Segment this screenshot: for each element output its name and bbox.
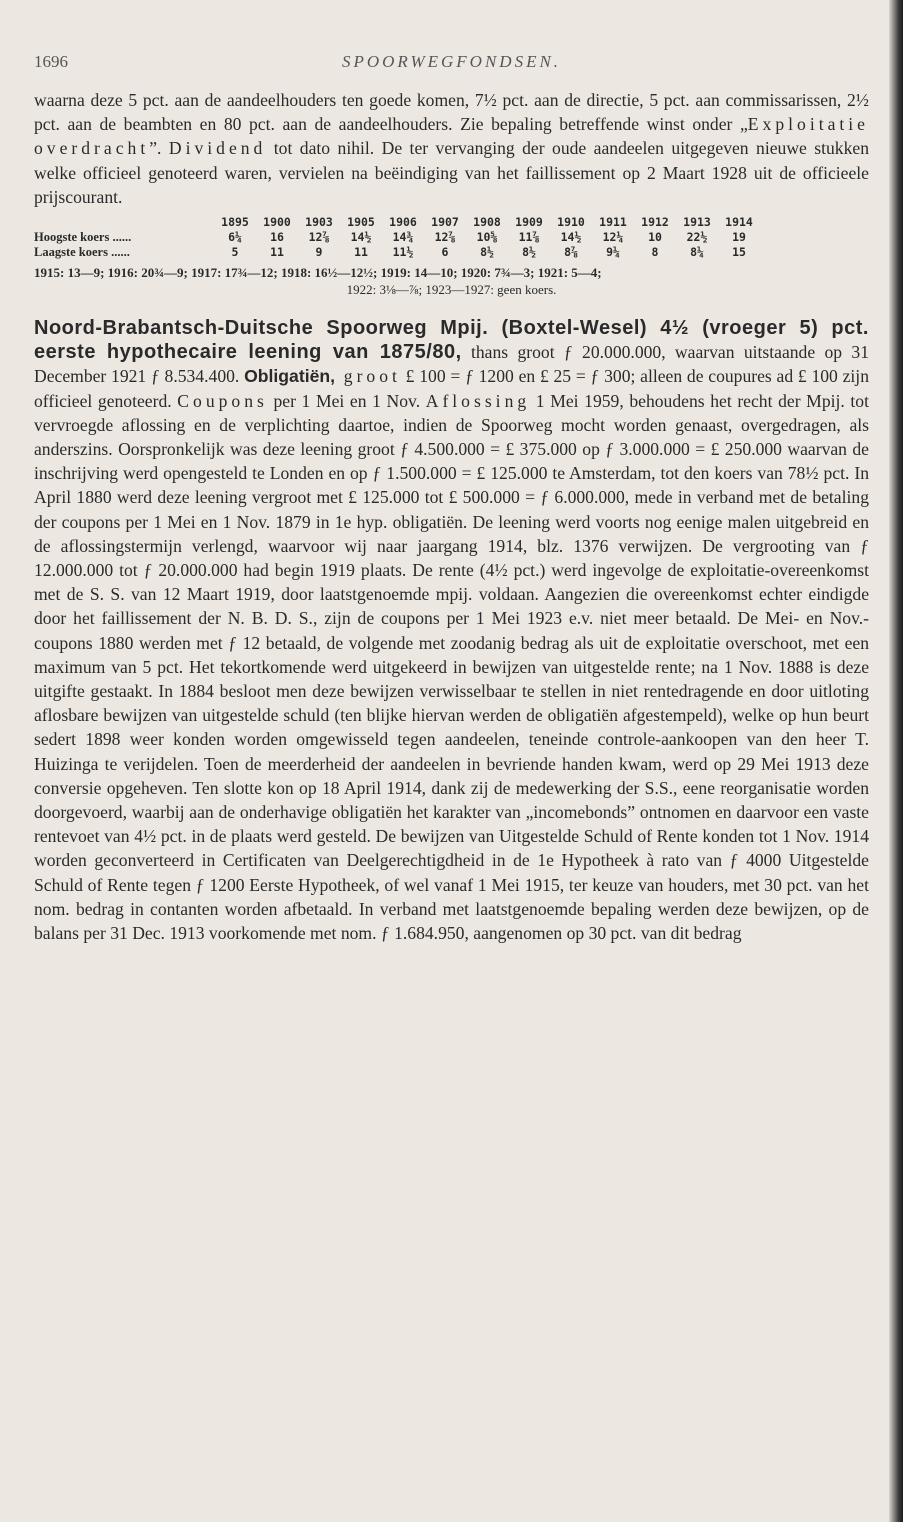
year-cell: 1903	[305, 215, 333, 230]
high-cell: 12⅞	[434, 230, 456, 245]
low-cell: 5	[231, 245, 239, 260]
low-cell: 9¼	[606, 245, 620, 260]
section-text-1: thans groot	[461, 342, 564, 363]
year-cell: 1895	[221, 215, 249, 230]
high-cell: 16	[270, 230, 284, 245]
price-low-row	[34, 245, 869, 260]
price-years-row	[34, 215, 869, 230]
low-cell: 11	[270, 245, 284, 260]
intro-spaced-2: Dividend	[168, 138, 267, 159]
price-note-1: 1915: 13—9; 1916: 20¾—9; 1917: 17¾—12; 1918: 16½—12½; 1919: 14—10; 1920: 7¾—3; 1921: 5—4;	[34, 265, 602, 281]
high-cell: 19	[732, 230, 746, 245]
price-high-label: Hoogste koers ......	[34, 230, 132, 245]
year-cell: 1906	[389, 215, 417, 230]
year-cell: 1907	[431, 215, 459, 230]
price-years-label	[34, 215, 214, 230]
year-cell: 1909	[515, 215, 543, 230]
year-cell: 1911	[599, 215, 627, 230]
section-title: Noord-Brabantsch-Duitsche Spoorweg Mpij. (Boxtel-Wesel) 4½ (vroeger 5) pct. eerste hypothecaire leening van 1875/80,	[34, 317, 869, 364]
intro-paragraph	[34, 88, 869, 209]
page-number: 1696	[34, 52, 68, 71]
year-cell: 1913	[683, 215, 711, 230]
high-cell: 6¼	[228, 230, 242, 245]
groot-spaced: groot	[335, 366, 401, 387]
year-cell: 1908	[473, 215, 501, 230]
high-cell: 14½	[350, 230, 372, 245]
low-cell: 8	[651, 245, 659, 260]
year-cell: 1914	[725, 215, 753, 230]
low-cell: 6	[441, 245, 449, 260]
price-low-label: Laagste koers ......	[34, 245, 130, 260]
low-cell: 8½	[522, 245, 536, 260]
intro-text-2: ”.	[149, 138, 169, 159]
low-cell: 15	[732, 245, 746, 260]
section-text-4: per 1 Mei en 1 Nov.	[267, 390, 426, 411]
high-cell: 12⅞	[308, 230, 330, 245]
intro-text-3: tot dato nihil. De ter vervanging der oude aandeelen uitgegeven nieuwe stukken welke officieel genoteerd waren, vervielen na beëindiging van het faillissement op 2 Maart 1928 uit de officieele prijscourant.	[34, 138, 869, 207]
high-cell: 10⅝	[476, 230, 498, 245]
low-cell: 11½	[392, 245, 414, 260]
low-cell: 11	[354, 245, 368, 260]
price-high-row	[34, 230, 869, 245]
aflossing-spaced: Aflossing	[425, 390, 531, 411]
page-header	[34, 52, 869, 88]
page-edge-shadow	[889, 0, 903, 1522]
running-title: SPOORWEGFONDSEN.	[341, 52, 562, 71]
obligatien-heading: Obligatiën,	[244, 366, 336, 387]
high-cell: 14½	[560, 230, 582, 245]
price-note-2: 1922: 3⅛—⅞; 1923—1927: geen koers.	[346, 282, 557, 298]
intro-text-1: waarna deze 5 pct. aan de aandeelhouders ten goede komen, 7½ pct. aan de directie, 5 pct. aan commissarissen, 2½ pct. aan de beambten en 80 pct. aan de aandeelhouders. Zie bepaling betreffende winst onder „	[34, 90, 869, 135]
high-cell: 10	[648, 230, 662, 245]
year-cell: 1912	[641, 215, 669, 230]
section-paragraph	[34, 316, 869, 945]
intro-spaced-1: Exploitatie overdracht	[34, 114, 869, 159]
high-cell: 14¾	[392, 230, 414, 245]
low-cell: 9	[315, 245, 323, 260]
price-table	[34, 215, 869, 260]
low-cell: 8⅞	[564, 245, 578, 260]
section-text-3: £ 100 = ƒ 1200 en £ 25 = ƒ 300; alleen de coupures ad £ 100 zijn officieel genoteerd.	[34, 366, 869, 411]
high-cell: 12¼	[602, 230, 624, 245]
high-cell: 22½	[686, 230, 708, 245]
low-cell: 8½	[480, 245, 494, 260]
year-cell: 1900	[263, 215, 291, 230]
high-cell: 11⅞	[518, 230, 540, 245]
coupons-spaced: Coupons	[177, 390, 268, 411]
section-text-5: 1 Mei 1959, behoudens het recht der Mpij. tot vervroegde aflossing en de verplichting daartoe, indien de Spoorweg mocht worden genaast, overgedragen, als anderszins. Oorspronkelijk was deze leening groot ƒ 4.500.000 = £ 375.000 op ƒ 3.000.000 = £ 250.000 waarvan de inschrijving werd opengesteld te Londen en op ƒ 1.500.000 = £ 125.000 te Amsterdam, tot den koers van 78½ pct. In April 1880 werd deze leening vergroot met £ 125.000 tot £ 500.000 = ƒ 6.000.000, mede in verband met de betaling der coupons per 1 Mei en 1 Nov. 1879 in 1e hyp. obligatiën. De leening werd voorts nog eenige malen uitgebreid en de aflossingstermijn verlengd, waarvoor wij naar jaargang 1914, blz. 1376 verwijzen. De vergrooting van ƒ 12.000.000 tot ƒ 20.000.000 had begin 1919 plaats. De rente (4½ pct.) werd ingevolge de exploitatie-overeenkomst met de S. S. van 12 Maart 1919, door laatstgenoemde mpij. voldaan. Aangezien die overeenkomst echter eindigde door het faillissement der N. B. D. S., zijn de coupons per 1 Mei 1923 e.v. niet meer betaald. De Mei- en Nov.-coupons 1880 werden met ƒ 12 betaald, de volgende met zoodanig bedrag als uit de exploitatie overschoot, met een maximum van 5 pct. Het tekortkomende werd uitgekeerd in bewijzen van uitgestelde rente; na 1 Nov. 1888 is deze uitgifte gestaakt. In 1884 besloot men deze bewijzen verwisselbaar te stellen in niet rentedragende en door uitloting aflosbare bewijzen van uitgestelde schuld (ten blijke hiervan werden de obligatiën afgestempeld), welke op hun beurt sedert 1898 weer konden worden omgewisseld tegen aandeelen, teneinde controle-aankoopen van den heer T. Huizinga te verijdelen. Toen de meerderheid der aandeelen in bevriende handen kwam, werd op 29 Mei 1913 deze conversie opgeheven. Ten slotte kon op 18 April 1914, dank zij de medewerking der S.S., eene reorganisatie worden doorgevoerd, waarbij aan de onderhavige obligatiën het karakter van „incomebonds” ontnomen en daarvoor een vaste rentevoet van 4½ pct. in de plaats werd gesteld. De bewijzen van Uitgestelde Schuld of Rente konden tot 1 Nov. 1914 worden geconverteerd in Certificaten van Deelgerechtigdheid in de 1e Hypotheek à rato van ƒ 4000 Uitgestelde Schuld of Rente tegen ƒ 1200 Eerste Hypotheek, of wel vanaf 1 Mei 1915, ter keuze van houders, met 30 pct. van het nom. bedrag in contanten worden afbetaald. In verband met laatstgenoemde bepaling werden deze bewijzen, op de balans per 31 Dec. 1913 voorkomende met nom. ƒ 1.684.950, aangenomen op 30 pct. van dit bedrag	[34, 390, 869, 944]
year-cell: 1910	[557, 215, 585, 230]
year-cell: 1905	[347, 215, 375, 230]
low-cell: 8¼	[690, 245, 704, 260]
section-text-2: ƒ 20.000.000, waarvan uitstaande op 31 December 1921 ƒ 8.534.400.	[34, 342, 869, 387]
